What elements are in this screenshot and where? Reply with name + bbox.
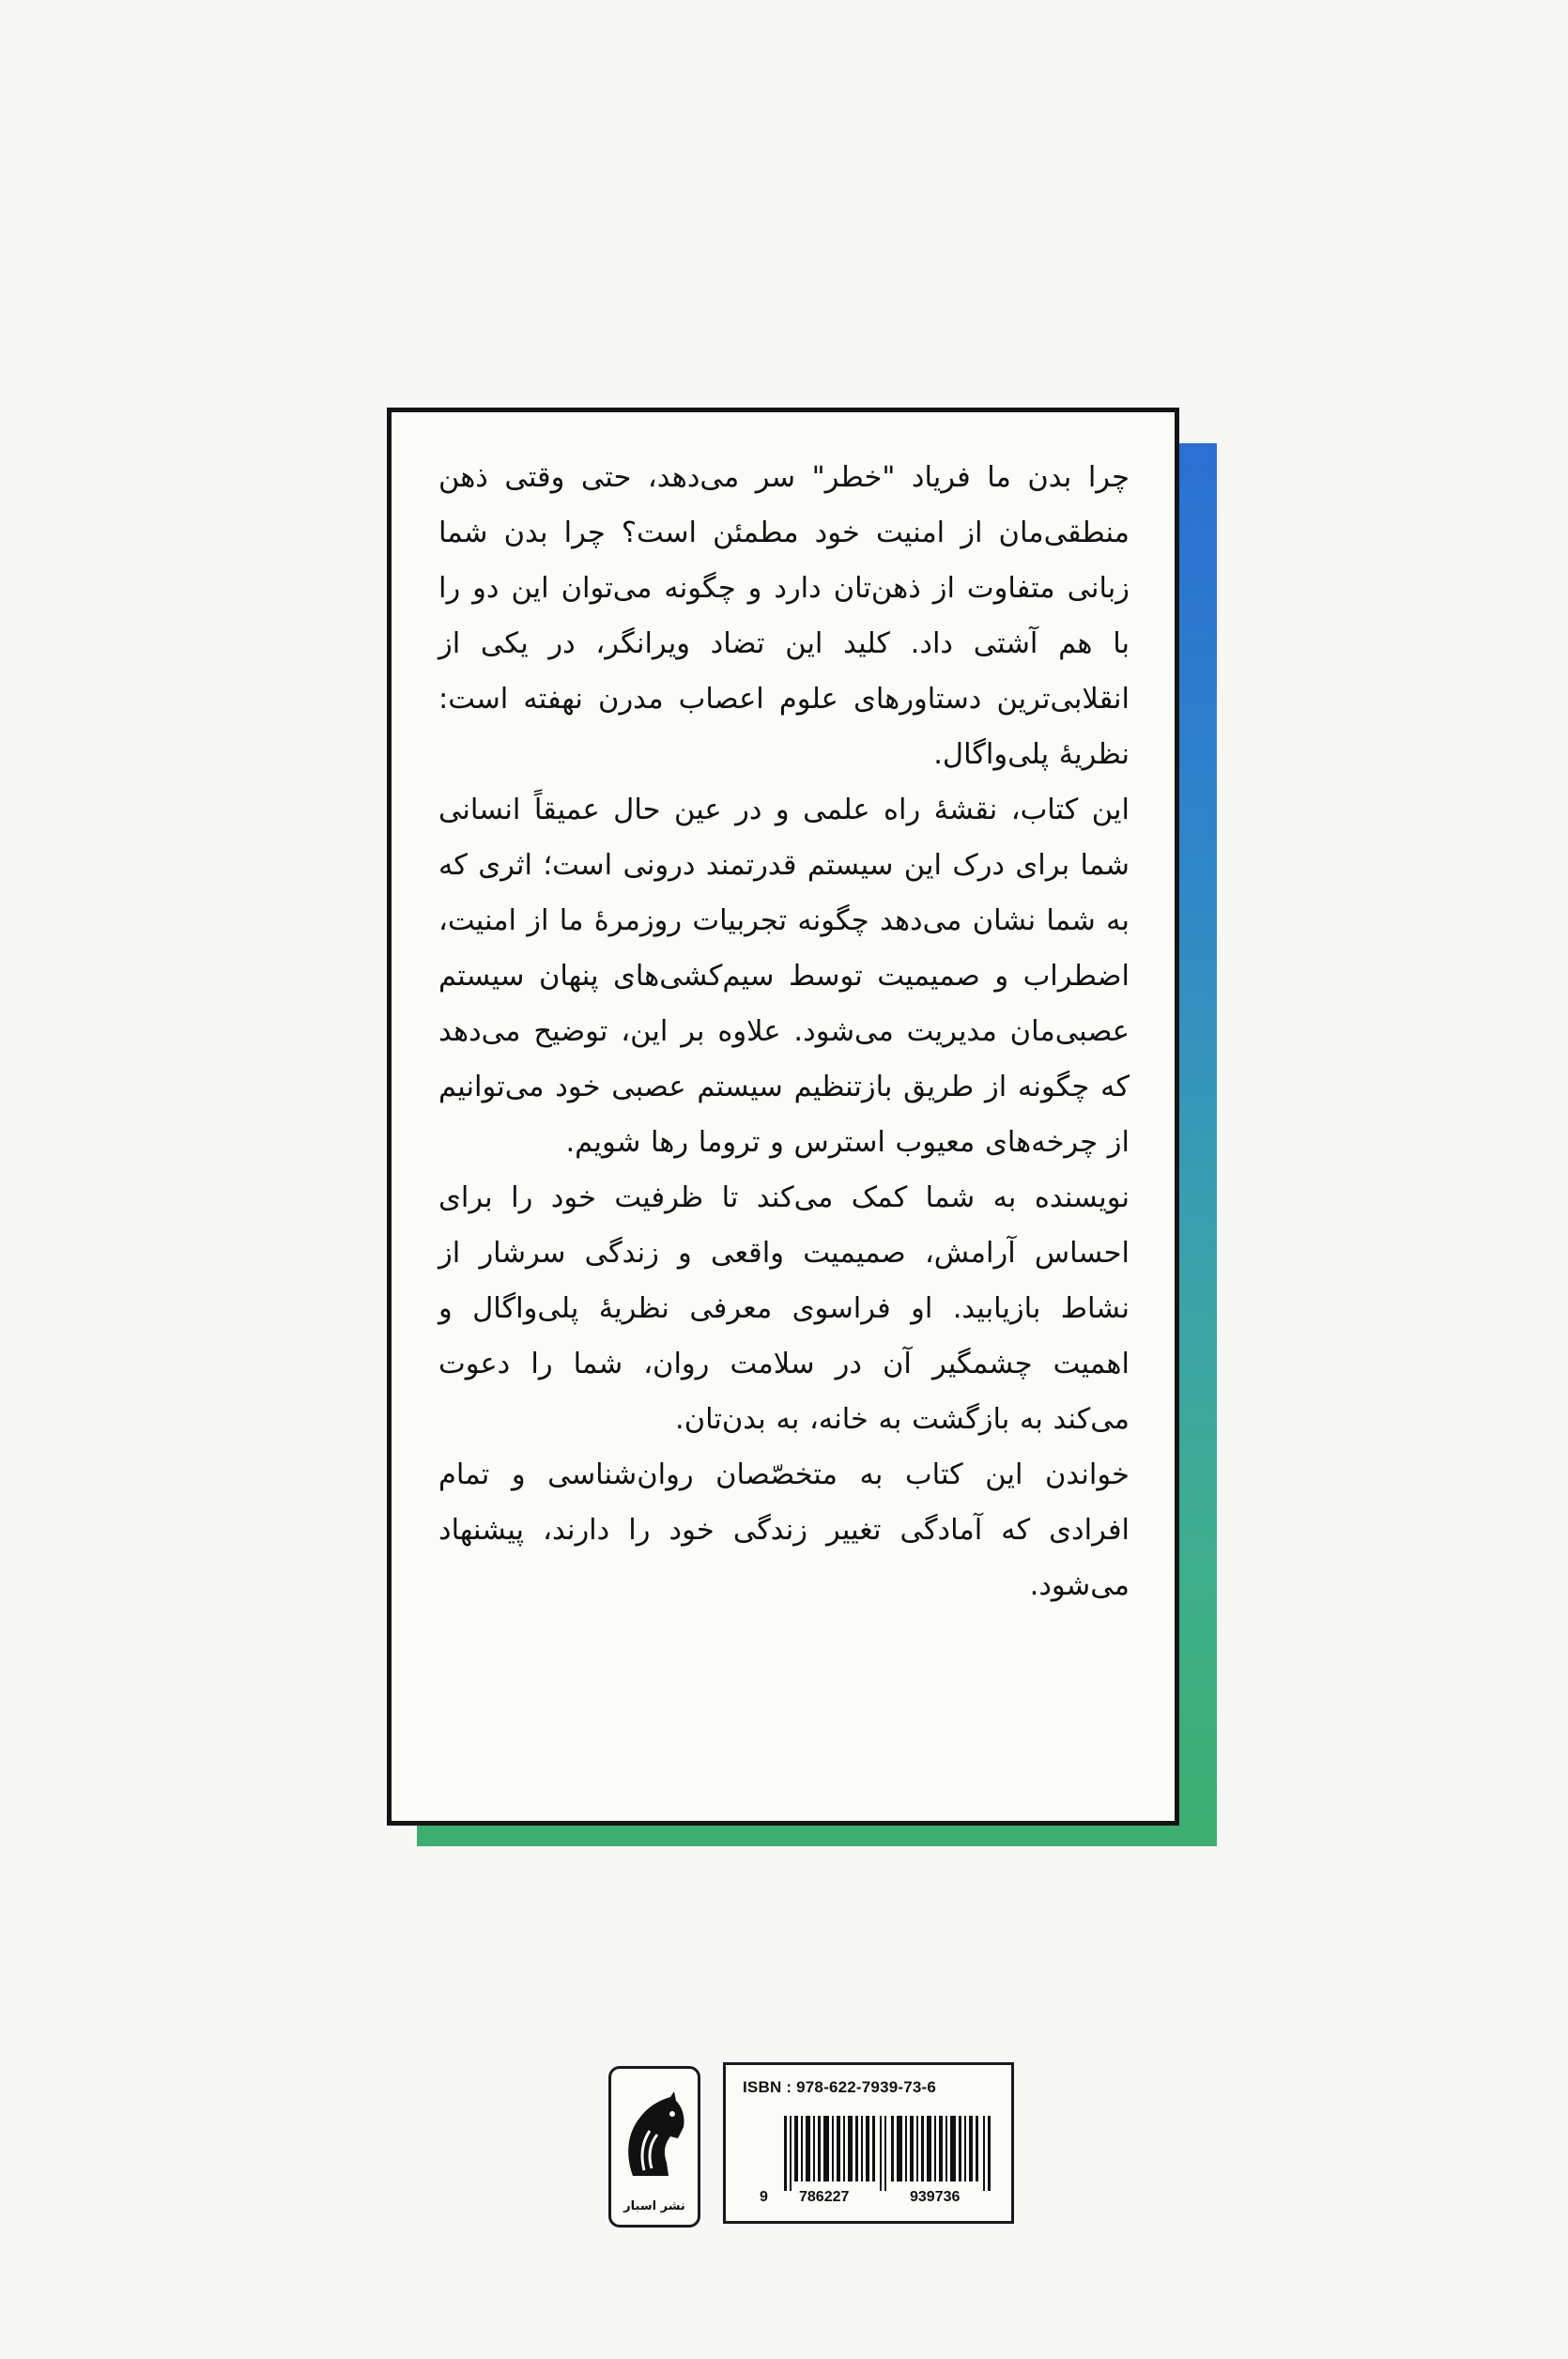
publisher-name: نشر اسبار bbox=[623, 2199, 685, 2213]
blurb-paragraph-1: چرا بدن ما فریاد "خطر" سر می‌دهد، حتی وقتی ذهن منطقی‌مان از امنیت خود مطمئن است؟ چرا بدن شما زبانی متفاوت از ذهن‌تان دارد و چگونه می‌توان این دو را با هم آشتی داد. کلید این تضاد ویرانگر، در یکی از انقلابی‌ترین دستاورهای علوم اعصاب مدرن نهفته است: نظریهٔ پلی‌واگال. bbox=[438, 461, 1130, 771]
back-cover-blurb bbox=[438, 450, 1130, 1613]
horse-head-icon bbox=[620, 2089, 689, 2183]
isbn-barcode-box bbox=[723, 2062, 1014, 2224]
barcode bbox=[784, 2116, 998, 2191]
barcode-digit-first: 9 bbox=[760, 2189, 768, 2205]
publisher-logo bbox=[608, 2066, 700, 2228]
blurb-paragraph-3: نویسنده به شما کمک می‌کند تا ظرفیت خود را برای احساس آرامش، صمیمیت واقعی و زندگی سرشار از نشاط بازیابید. او فراسوی معرفی نظریهٔ پلی‌واگال و اهمیت چشمگیر آن در سلامت روان، شما را دعوت می‌کند به بازگشت به خانه، به بدن‌تان. bbox=[438, 1181, 1130, 1436]
back-cover-text-panel bbox=[387, 408, 1179, 1826]
blurb-paragraph-4: خواندن این کتاب به متخصّصان روان‌شناسی و تمام افرادی که آمادگی تغییر زندگی خود را دارند، پیشنهاد می‌شود. bbox=[438, 1458, 1130, 1602]
blurb-paragraph-2: این کتاب، نقشهٔ راه علمی و در عین حال عمیقاً انسانی شما برای درک این سیستم قدرتمند درونی است؛ اثری که به شما نشان می‌دهد چگونه تجربیات روزمرهٔ ما از امنیت، اضطراب و صمیمیت توسط سیم‌کشی‌های پنهان سیستم عصبی‌مان مدیریت می‌شود. علاوه بر این، توضیح می‌دهد که چگونه از طریق بازتنظیم سیستم عصبی خود می‌توانیم از چرخه‌های معیوب استرس و تروما رها شویم. bbox=[438, 794, 1130, 1159]
barcode-digits-left: 786227 bbox=[799, 2189, 850, 2205]
isbn-label: ISBN : 978-622-7939-73-6 bbox=[743, 2078, 937, 2096]
barcode-digits-right: 939736 bbox=[910, 2189, 961, 2205]
